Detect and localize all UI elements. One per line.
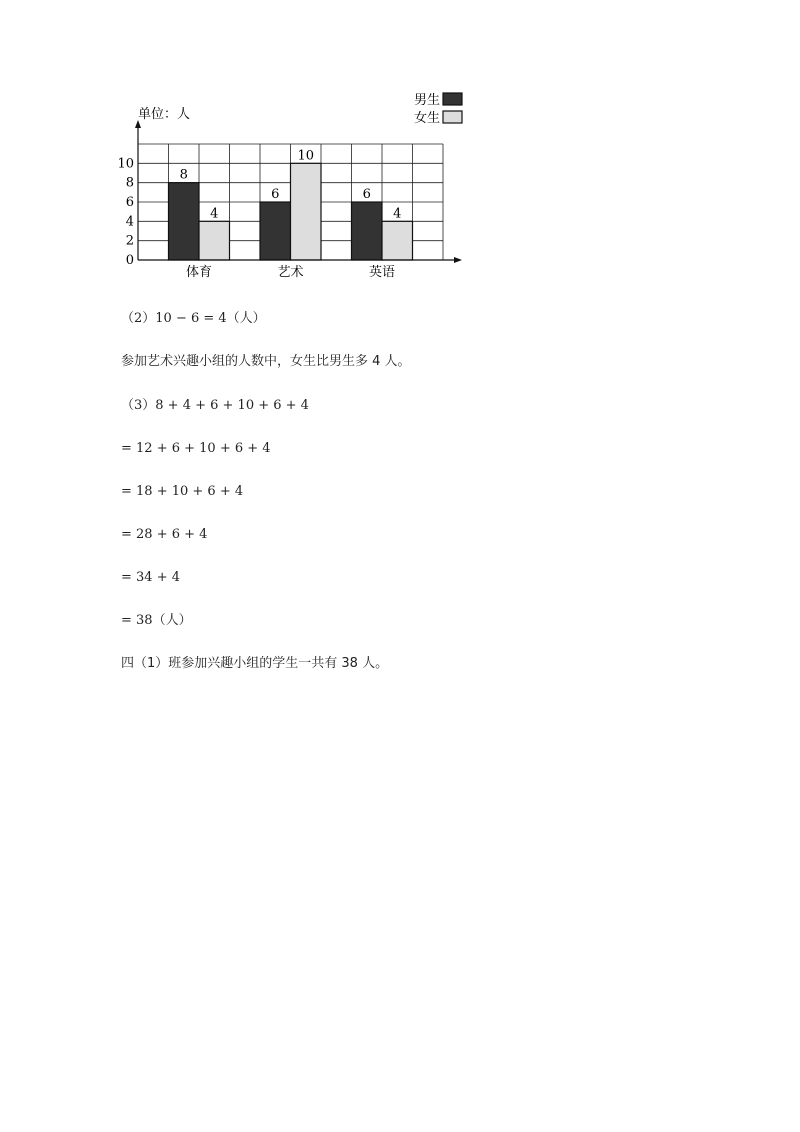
bar — [169, 183, 200, 260]
y-tick-label: 2 — [125, 233, 134, 249]
solution-conclusion-3: 四（1）班参加兴趣小组的学生一共有 38 人。 — [121, 656, 389, 671]
category-label: 英语 — [368, 265, 396, 280]
data-label: 6 — [362, 187, 371, 202]
data-label: 4 — [393, 206, 402, 222]
legend-label: 女生 — [413, 111, 440, 126]
solution-calc-5: = 38（人） — [121, 613, 192, 628]
solution-calc-2: = 18 + 10 + 6 + 4 — [121, 484, 244, 499]
chart-bars — [169, 148, 413, 260]
category-label: 艺术 — [277, 265, 304, 280]
data-label: 4 — [210, 206, 219, 222]
y-tick-label: 0 — [125, 253, 134, 268]
y-tick-label: 8 — [125, 175, 134, 191]
category-labels — [186, 264, 395, 280]
legend-swatch — [443, 111, 462, 123]
y-tick-label: 6 — [125, 195, 134, 210]
legend-label: 男生 — [413, 93, 440, 108]
x-axis-arrow — [454, 257, 462, 263]
solution-calc-1: = 12 + 6 + 10 + 6 + 4 — [121, 441, 271, 456]
bar — [382, 221, 413, 260]
unit-label: 单位：人 — [138, 107, 191, 122]
y-tick-label: 4 — [125, 214, 134, 230]
bar — [291, 163, 322, 260]
solution-step-2: （2）10 − 6 = 4（人） — [121, 311, 266, 326]
solution-calc-3: = 28 + 6 + 4 — [121, 527, 208, 542]
solution-step-3: （3）8 + 4 + 6 + 10 + 6 + 4 — [121, 398, 309, 413]
data-label: 8 — [179, 167, 188, 183]
solution-calc-4: = 34 + 4 — [121, 570, 180, 585]
solution-conclusion-2: 参加艺术兴趣小组的人数中，女生比男生多 4 人。 — [121, 354, 411, 369]
bar — [352, 202, 383, 260]
bar-chart — [110, 92, 480, 292]
y-tick-label: 10 — [117, 156, 134, 172]
legend-swatch — [443, 93, 462, 105]
bar — [260, 202, 291, 260]
data-label: 10 — [297, 148, 315, 164]
chart-legend — [414, 92, 462, 126]
y-tick-labels — [117, 156, 134, 268]
bar — [199, 221, 230, 260]
category-label: 体育 — [185, 265, 213, 280]
data-label: 6 — [271, 187, 280, 202]
